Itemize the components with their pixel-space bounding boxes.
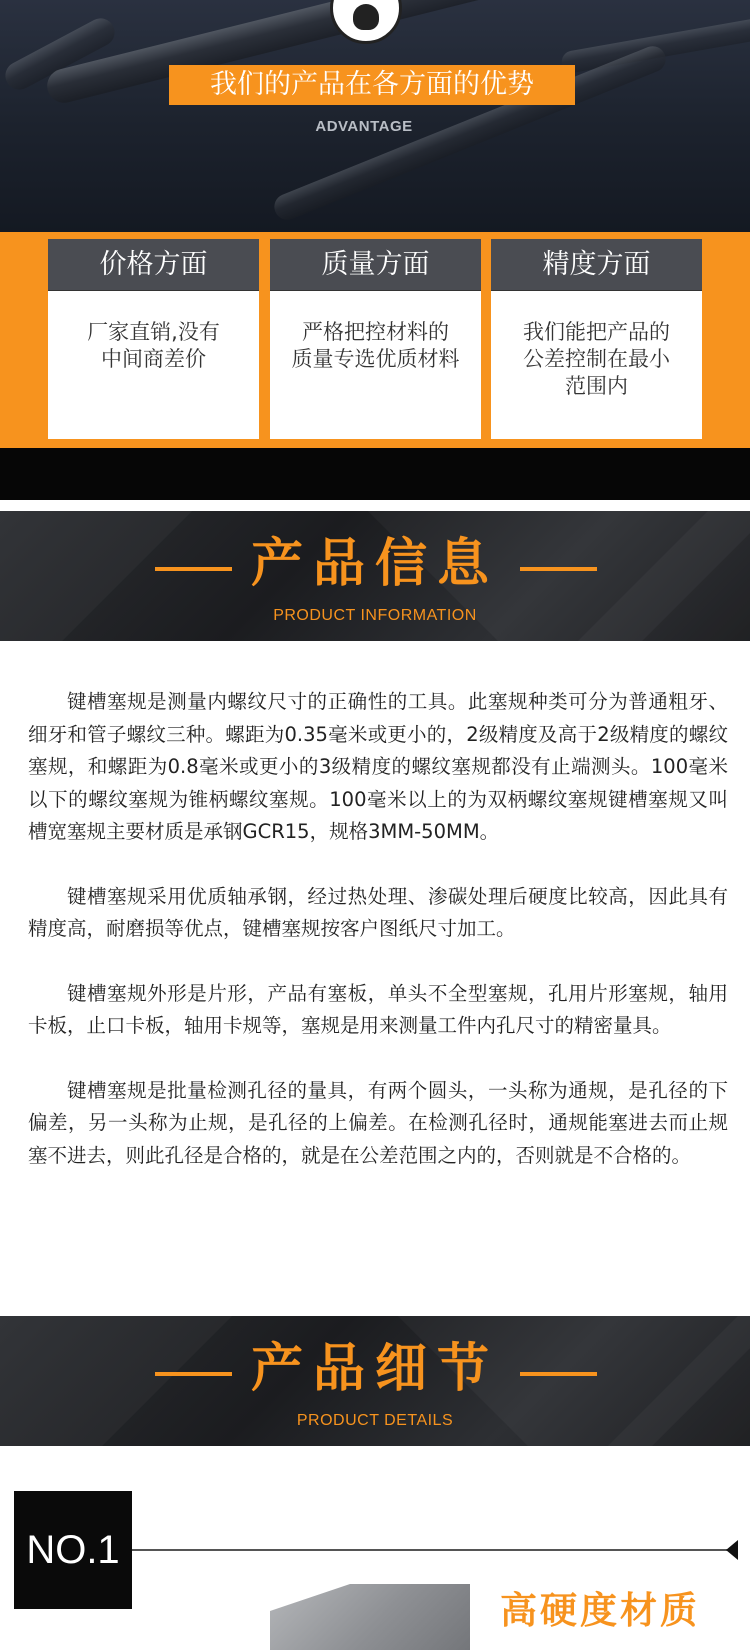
- info-paragraph: 键槽塞规是批量检测孔径的量具，有两个圆头，一头称为通规，是孔径的下偏差，另一头称为止规，是孔径的上偏差。在检测孔径时，通规能塞进去而止规塞不进去，则此孔径是合格的，就是在公差范围之内的，否则就是不合格的。: [28, 1078, 728, 1167]
- advantage-card-precision: [491, 239, 702, 439]
- detail-feature-title: 高硬度材质: [500, 1589, 700, 1632]
- advantage-banner: 我们的产品在各方面的优势: [169, 65, 575, 105]
- card-title: 质量方面: [270, 239, 481, 291]
- detail-rule: [132, 1549, 730, 1551]
- card-body: 厂家直销,没有 中间商差价: [87, 320, 220, 371]
- card-title: 价格方面: [48, 239, 259, 291]
- info-paragraph: 键槽塞规是测量内螺纹尺寸的正确性的工具。此塞规种类可分为普通粗牙、细牙和管子螺纹三种。螺距为0.35毫米或更小的，2级精度及高于2级精度的螺纹塞规，和螺距为0.8毫米或更小的3级精度的螺纹塞规都没有止端测头。100毫米以下的螺纹塞规为锥柄螺纹塞规。100毫米以上的为双柄螺纹塞规键槽塞规又叫槽宽塞规主要材质是承钢GCR15，规格3MM-50MM。: [28, 690, 728, 843]
- section-title: 产品信息: [250, 534, 499, 594]
- card-body: 我们能把产品的 公差控制在最小 范围内: [523, 320, 670, 398]
- brand-logo-icon: [330, 0, 402, 44]
- detail-number-badge: NO.1: [14, 1491, 132, 1609]
- divider-strip: [0, 448, 750, 500]
- card-body: 严格把控材料的 质量专选优质材料: [291, 320, 460, 371]
- card-title: 精度方面: [491, 239, 702, 291]
- product-details-header: [0, 1316, 750, 1446]
- info-paragraph: 键槽塞规外形是片形，产品有塞板，单头不全型塞规，孔用片形塞规，轴用卡板，止口卡板，轴用卡规等，塞规是用来测量工件内孔尺寸的精密量具。: [28, 981, 728, 1037]
- advantage-card-price: [48, 239, 259, 439]
- arrow-left-icon: [726, 1540, 738, 1560]
- advantage-hero: [0, 0, 750, 232]
- product-detail-image: [270, 1584, 470, 1650]
- product-info-text: [28, 686, 728, 1204]
- section-title: 产品细节: [250, 1339, 499, 1399]
- section-subtitle: PRODUCT DETAILS: [296, 1412, 454, 1429]
- section-subtitle: PRODUCT INFORMATION: [273, 607, 477, 624]
- info-paragraph: 键槽塞规采用优质轴承钢，经过热处理、渗碳处理后硬度比较高，因此具有精度高，耐磨损等优点，键槽塞规按客户图纸尺寸加工。: [28, 884, 728, 940]
- advantage-subtitle: ADVANTAGE: [315, 118, 413, 135]
- product-info-header: [0, 511, 750, 641]
- advantage-card-quality: [270, 239, 481, 439]
